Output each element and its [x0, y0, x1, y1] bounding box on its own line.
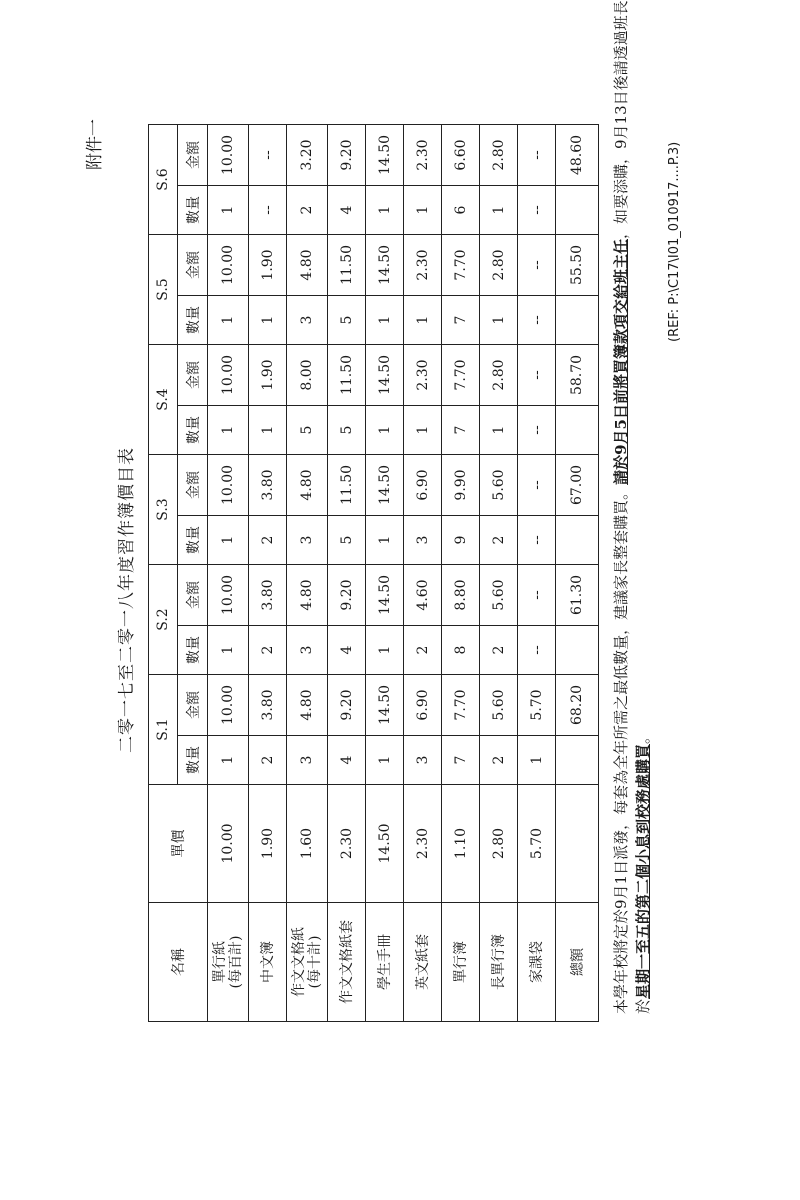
unit-price: 2.30: [328, 785, 366, 903]
class-header-row: [149, 125, 178, 1022]
amount-cell: 3.80: [249, 455, 287, 516]
notes-line-1: [610, 0, 632, 1014]
class-header: S.2: [149, 565, 178, 675]
amount-cell: 8.80: [442, 565, 480, 626]
notes-emphasis: 星期一至五的第二個小息到校務處購買: [634, 743, 652, 999]
item-name: 家課袋: [518, 903, 556, 1022]
amount-header: 金額: [178, 455, 208, 516]
amount-cell: 10.00: [208, 455, 249, 516]
unit-price: 14.50: [366, 785, 404, 903]
notes-emphasis: 請於9月5日前將買簿款項交給班主任: [612, 239, 630, 485]
qty-header: 數量: [178, 186, 208, 235]
amount-cell: 4.80: [287, 235, 328, 296]
table-row: [249, 125, 287, 1022]
amount-cell: 7.70: [442, 675, 480, 736]
amount-cell: 10.00: [208, 675, 249, 736]
amount-cell: 4.80: [287, 675, 328, 736]
qty-cell: --: [518, 296, 556, 345]
qty-cell: 3: [287, 296, 328, 345]
amount-cell: 11.50: [328, 235, 366, 296]
qty-cell: 3: [404, 516, 442, 565]
qty-cell: 5: [287, 406, 328, 455]
qty-cell: 2: [480, 736, 518, 785]
qty-cell: 3: [287, 516, 328, 565]
qty-header: 數量: [178, 516, 208, 565]
total-row: [556, 125, 599, 1022]
notes-line-2: [632, 0, 654, 1014]
qty-cell: 2: [287, 186, 328, 235]
amount-cell: 5.70: [518, 675, 556, 736]
qty-cell: 2: [404, 626, 442, 675]
unit-price: 2.30: [404, 785, 442, 903]
qty-cell: 1: [208, 406, 249, 455]
class-header: S.3: [149, 455, 178, 565]
qty-cell: 5: [328, 406, 366, 455]
amount-cell: 2.80: [480, 125, 518, 186]
amount-cell: 6.60: [442, 125, 480, 186]
qty-cell: 4: [328, 626, 366, 675]
amount-cell: 3.80: [249, 565, 287, 626]
qty-cell: 1: [208, 186, 249, 235]
qty-cell: 5: [328, 516, 366, 565]
qty-cell: --: [518, 626, 556, 675]
table-row: [366, 125, 404, 1022]
amount-cell: 14.50: [366, 675, 404, 736]
amount-cell: 14.50: [366, 125, 404, 186]
amount-cell: 14.50: [366, 455, 404, 516]
item-name: 學生手冊: [366, 903, 404, 1022]
amount-cell: 9.20: [328, 675, 366, 736]
qty-header: 數量: [178, 406, 208, 455]
total-qty-empty: [556, 296, 599, 345]
price-table-body: [208, 125, 599, 1022]
amount-cell: 9.90: [442, 455, 480, 516]
qty-cell: 1: [208, 296, 249, 345]
price-table: [148, 124, 599, 1022]
amount-cell: 7.70: [442, 345, 480, 406]
table-row: [208, 125, 249, 1022]
total-qty-empty: [556, 736, 599, 785]
qty-cell: 1: [480, 296, 518, 345]
amount-cell: 14.50: [366, 235, 404, 296]
amount-cell: 10.00: [208, 345, 249, 406]
item-name: 中文簿: [249, 903, 287, 1022]
total-unit-empty: [556, 785, 599, 903]
qty-cell: 6: [442, 186, 480, 235]
total-qty-empty: [556, 406, 599, 455]
amount-cell: 3.80: [249, 675, 287, 736]
amount-cell: 11.50: [328, 345, 366, 406]
qty-cell: --: [518, 406, 556, 455]
qty-header: 數量: [178, 296, 208, 345]
amount-cell: 8.00: [287, 345, 328, 406]
qty-cell: 1: [404, 296, 442, 345]
qty-cell: 1: [480, 186, 518, 235]
qty-cell: 8: [442, 626, 480, 675]
amount-cell: 9.20: [328, 125, 366, 186]
class-header: S.1: [149, 675, 178, 785]
unit-price: 5.70: [518, 785, 556, 903]
qty-cell: 1: [366, 406, 404, 455]
item-name: 長單行簿: [480, 903, 518, 1022]
qty-cell: --: [518, 186, 556, 235]
amount-cell: 14.50: [366, 345, 404, 406]
amount-cell: 5.60: [480, 565, 518, 626]
amount-cell: 2.30: [404, 345, 442, 406]
amount-cell: --: [518, 235, 556, 296]
amount-cell: 2.80: [480, 235, 518, 296]
total-amount: 55.50: [556, 235, 599, 296]
table-row: [328, 125, 366, 1022]
qty-cell: 1: [480, 406, 518, 455]
qty-cell: 1: [366, 186, 404, 235]
qty-cell: 2: [249, 516, 287, 565]
item-name: 英文紙套: [404, 903, 442, 1022]
qty-cell: 1: [366, 626, 404, 675]
attachment-label: 附件一: [85, 119, 105, 170]
amount-header: 金額: [178, 235, 208, 296]
qty-header: 數量: [178, 626, 208, 675]
item-name: 單行紙 (每百計): [208, 903, 249, 1022]
table-row: [480, 125, 518, 1022]
total-amount: 48.60: [556, 125, 599, 186]
qty-cell: 1: [249, 296, 287, 345]
notes-text: 。: [634, 728, 652, 744]
qty-cell: --: [249, 186, 287, 235]
qty-cell: 1: [518, 736, 556, 785]
amount-cell: 14.50: [366, 565, 404, 626]
class-header: S.5: [149, 235, 178, 345]
unit-price: 1.60: [287, 785, 328, 903]
amount-cell: 10.00: [208, 235, 249, 296]
amount-cell: 7.70: [442, 235, 480, 296]
name-header: 名稱: [149, 903, 208, 1022]
qty-cell: 2: [249, 626, 287, 675]
table-row: [287, 125, 328, 1022]
class-header: S.4: [149, 345, 178, 455]
qty-cell: 7: [442, 406, 480, 455]
amount-header: 金額: [178, 565, 208, 626]
amount-cell: 2.30: [404, 235, 442, 296]
total-amount: 58.70: [556, 345, 599, 406]
amount-cell: 10.00: [208, 125, 249, 186]
total-amount: 68.20: [556, 675, 599, 736]
amount-cell: --: [518, 345, 556, 406]
amount-cell: --: [249, 125, 287, 186]
notes: [610, 0, 654, 1014]
qty-cell: 1: [404, 186, 442, 235]
total-qty-empty: [556, 626, 599, 675]
amount-cell: 3.20: [287, 125, 328, 186]
qty-cell: --: [518, 516, 556, 565]
total-qty-empty: [556, 186, 599, 235]
amount-cell: 4.80: [287, 455, 328, 516]
qty-cell: 1: [208, 736, 249, 785]
amount-cell: 5.60: [480, 675, 518, 736]
qty-cell: 2: [480, 626, 518, 675]
qty-cell: 2: [249, 736, 287, 785]
total-amount: 61.30: [556, 565, 599, 626]
qty-cell: 7: [442, 736, 480, 785]
class-header: S.6: [149, 125, 178, 235]
notes-text: 本學年校將定於9月1日派發，每套為全年所需之最低數量，建議家長整套購買。: [612, 484, 630, 1014]
amount-header: 金額: [178, 675, 208, 736]
total-amount: 67.00: [556, 455, 599, 516]
amount-cell: --: [518, 565, 556, 626]
qty-cell: 1: [366, 516, 404, 565]
qty-cell: 7: [442, 296, 480, 345]
notes-text: 於: [634, 998, 652, 1014]
page-title: 二零一七至二零一八年度習作簿價目表: [117, 447, 137, 753]
amount-cell: 4.80: [287, 565, 328, 626]
amount-cell: 4.60: [404, 565, 442, 626]
qty-cell: 1: [249, 406, 287, 455]
table-row: [404, 125, 442, 1022]
qty-cell: 9: [442, 516, 480, 565]
notes-text: ，如要添購，9月13日後請透過班長: [612, 0, 630, 240]
amount-cell: --: [518, 455, 556, 516]
qty-cell: 3: [287, 626, 328, 675]
table-row: [442, 125, 480, 1022]
amount-cell: 1.90: [249, 345, 287, 406]
qty-cell: 5: [328, 296, 366, 345]
amount-cell: 2.80: [480, 345, 518, 406]
qty-cell: 3: [287, 736, 328, 785]
unit-price: 10.00: [208, 785, 249, 903]
unit-price: 2.80: [480, 785, 518, 903]
qty-cell: 4: [328, 736, 366, 785]
qty-cell: 1: [208, 626, 249, 675]
item-name: 作文文格紙 (每十計): [287, 903, 328, 1022]
qty-cell: 2: [480, 516, 518, 565]
unit-price: 1.10: [442, 785, 480, 903]
qty-cell: 1: [208, 516, 249, 565]
total-qty-empty: [556, 516, 599, 565]
amount-cell: --: [518, 125, 556, 186]
amount-cell: 2.30: [404, 125, 442, 186]
qty-cell: 3: [404, 736, 442, 785]
total-label: 總額: [556, 903, 599, 1022]
qty-header: 數量: [178, 736, 208, 785]
amount-cell: 9.20: [328, 565, 366, 626]
amount-header: 金額: [178, 345, 208, 406]
table-row: [518, 125, 556, 1022]
amount-header: 金額: [178, 125, 208, 186]
amount-cell: 6.90: [404, 455, 442, 516]
qty-cell: 1: [366, 736, 404, 785]
amount-cell: 1.90: [249, 235, 287, 296]
amount-cell: 6.90: [404, 675, 442, 736]
qty-cell: 1: [404, 406, 442, 455]
unit-price-header: 單價: [149, 785, 208, 903]
reference-code: (REF: P:\C17\I01_010917....P.3): [667, 141, 682, 342]
unit-price: 1.90: [249, 785, 287, 903]
amount-cell: 10.00: [208, 565, 249, 626]
qty-cell: 4: [328, 186, 366, 235]
item-name: 單行簿: [442, 903, 480, 1022]
amount-cell: 11.50: [328, 455, 366, 516]
amount-cell: 5.60: [480, 455, 518, 516]
qty-cell: 1: [366, 296, 404, 345]
item-name: 作文文格紙套: [328, 903, 366, 1022]
